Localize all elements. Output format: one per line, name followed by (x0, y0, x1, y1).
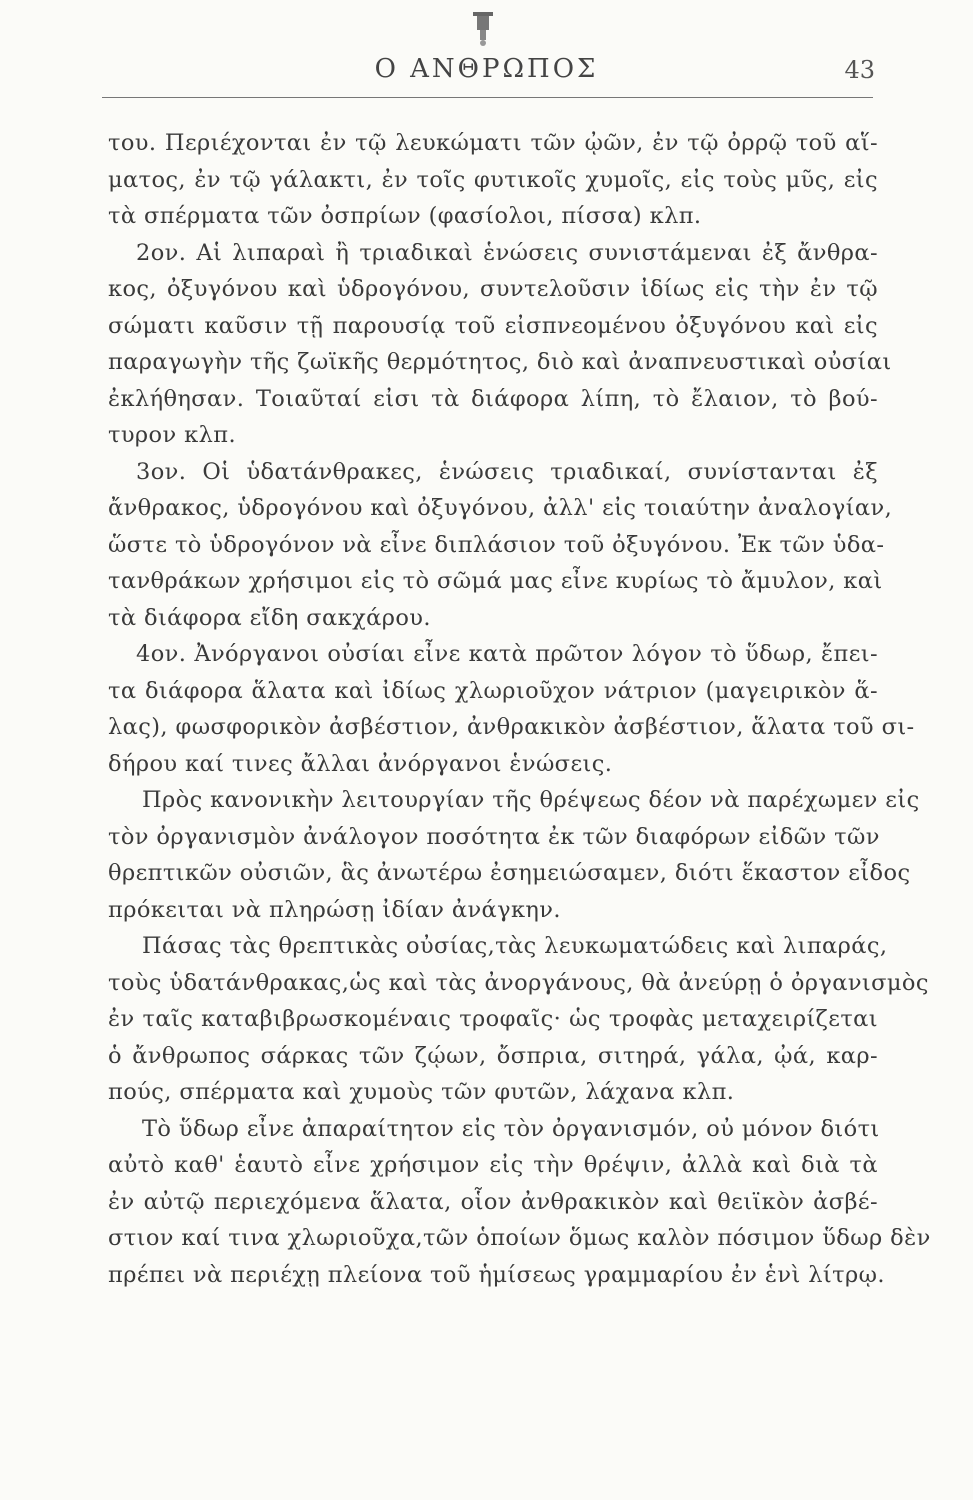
text-line: κος, ὀξυγόνου καὶ ὑδρογόνου, συντελοῦσιν ἰδίως εἰς τὴν ἐν τῷ (108, 276, 878, 302)
text-line: του. Περιέχονται ἐν τῷ λευκώματι τῶν ᾠῶν, ἐν τῷ ὀρρῷ τοῦ αἵ- (108, 130, 878, 156)
text-line: αὐτὸ καθ' ἑαυτὸ εἶνε χρήσιμον εἰς τὴν θρέψιν, ἀλλὰ καὶ διὰ τὰ (108, 1152, 878, 1178)
text-line: ἐκλήθησαν. Τοιαῦταί εἰσι τὰ διάφορα λίπη, τὸ ἔλαιον, τὸ βού- (108, 385, 878, 412)
text-line: ἄνθρακος, ὑδρογόνου καὶ ὀξυγόνου, ἀλλ' εἰς τοιαύτην ἀναλογίαν, (108, 495, 893, 521)
text-line: πρέπει νὰ περιέχῃ πλείονα τοῦ ἡμίσεως γραμμαρίου ἐν ἑνὶ λίτρῳ. (108, 1261, 885, 1288)
text-line: ὁ ἄνθρωπος σάρκας τῶν ζῴων, ὄσπρια, σιτηρά, γάλα, ᾠά, καρ- (108, 1042, 878, 1069)
text-line: 3ον. Οἱ ὑδατάνθρακες, ἑνώσεις τριαδικαί, συνίστανται ἐξ (136, 458, 878, 485)
running-title: Ο ΑΝΘΡΩΠΟΣ (374, 54, 599, 84)
text-line: ματος, ἐν τῷ γάλακτι, ἐν τοῖς φυτικοῖς χυμοῖς, εἰς τοὺς μῦς, εἰς (108, 166, 878, 193)
text-line: παραγωγὴν τῆς ζωϊκῆς θερμότητος, διὸ καὶ ἀναπνευστικαὶ οὐσίαι (108, 349, 892, 375)
header-rule (102, 97, 873, 98)
ornament-icon (468, 8, 498, 48)
text-line: Τὸ ὕδωρ εἶνε ἀπαραίτητον εἰς τὸν ὀργανισμόν, οὐ μόνον διότι (142, 1115, 880, 1142)
text-line: τυρον κλπ. (108, 422, 236, 448)
text-line: τὸν ὀργανισμὸν ἀνάλογον ποσότητα ἐκ τῶν διαφόρων εἰδῶν τῶν (108, 823, 880, 850)
text-line: 2ον. Αἱ λιπαραὶ ἢ τριαδικαὶ ἑνώσεις συνιστάμεναι ἐξ ἄνθρα- (136, 239, 878, 266)
text-line: τανθράκων χρήσιμοι εἰς τὸ σῶμά μας εἶνε κυρίως τὸ ἄμυλον, καὶ (108, 568, 883, 594)
text-line: πρόκειται νὰ πληρώσῃ ἰδίαν ἀνάγκην. (108, 896, 561, 923)
text-line: τὰ διάφορα εἴδη σακχάρου. (108, 604, 431, 631)
text-line: ἐν ταῖς καταβιβρωσκομέναις τροφαῖς· ὡς τροφὰς μεταχειρίζεται (108, 1006, 878, 1032)
text-line: ὥστε τὸ ὑδρογόνον νὰ εἶνε διπλάσιον τοῦ ὀξυγόνου. Ἐκ τῶν ὑδα- (108, 531, 885, 558)
page-number: 43 (844, 56, 875, 84)
text-line: τὰ σπέρματα τῶν ὀσπρίων (φασίολοι, πίσσα) κλπ. (108, 203, 702, 229)
text-line: 4ον. Ἀνόργανοι οὐσίαι εἶνε κατὰ πρῶτον λόγον τὸ ὕδωρ, ἔπει- (136, 641, 878, 667)
text-line: δήρου καί τινες ἄλλαι ἀνόργανοι ἑνώσεις. (108, 750, 613, 777)
text-line: Πρὸς κανονικὴν λειτουργίαν τῆς θρέψεως δέον νὰ παρέχωμεν εἰς (142, 787, 920, 813)
text-line: θρεπτικῶν οὐσιῶν, ἃς ἀνωτέρω ἐσημειώσαμεν, διότι ἕκαστον εἶδος (108, 860, 911, 886)
text-line: σώματι καῦσιν τῇ παρουσίᾳ τοῦ εἰσπνεομένου ὀξυγόνου καὶ εἰς (108, 312, 878, 339)
text-line: ἐν αὐτῷ περιεχόμενα ἅλατα, οἷον ἀνθρακικὸν καὶ θειϊκὸν ἀσβέ- (108, 1188, 878, 1215)
text-line: τα διάφορα ἅλατα καὶ ἰδίως χλωριοῦχον νάτριον (μαγειρικὸν ἅ- (108, 677, 878, 704)
text-line: τοὺς ὑδατάνθρακας,ὡς καὶ τὰς ἀνοργάνους, θὰ ἀνεύρῃ ὁ ὀργανισμὸς (108, 969, 929, 996)
text-line: στιον καί τινα χλωριοῦχα,τῶν ὁποίων ὅμως καλὸν πόσιμον ὕδωρ δὲν (108, 1225, 931, 1251)
body-text (108, 125, 931, 1293)
text-line: λας), φωσφορικὸν ἀσβέστιον, ἀνθρακικὸν ἀσβέστιον, ἅλατα τοῦ σι- (108, 714, 915, 740)
text-line: πούς, σπέρματα καὶ χυμοὺς τῶν φυτῶν, λάχανα κλπ. (108, 1079, 735, 1105)
text-line: Πάσας τὰς θρεπτικὰς οὐσίας,τὰς λευκωματώδεις καὶ λιπαράς, (142, 933, 888, 959)
